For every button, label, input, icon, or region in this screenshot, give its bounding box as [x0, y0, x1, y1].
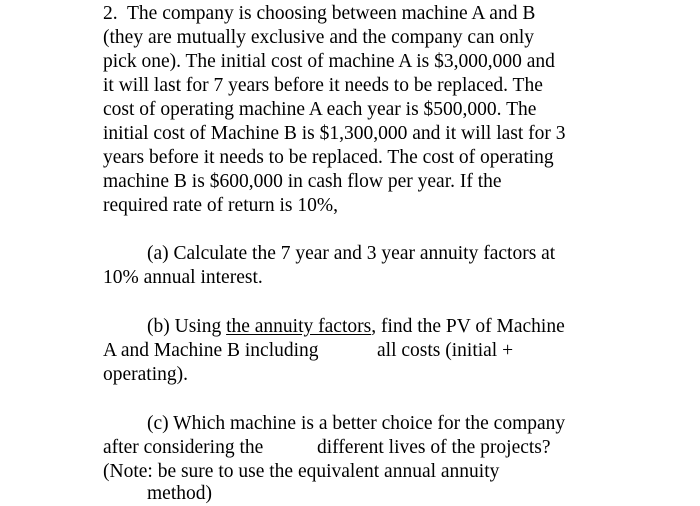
- part-b-line-2-left: A and Machine B including: [103, 340, 319, 361]
- intro-line-4: it will last for 7 years before it needs to be replaced. The: [103, 75, 543, 96]
- part-b-prefix: (b) Using: [147, 316, 227, 337]
- part-a-line-1: (a) Calculate the 7 year and 3 year annuity factors at: [147, 243, 556, 264]
- part-b-line-1: [147, 315, 565, 339]
- intro-line-8: machine B is $600,000 in cash flow per year. If the: [103, 171, 502, 192]
- part-b-line-3: operating).: [103, 364, 189, 385]
- part-c-line-1: (c) Which machine is a better choice for the company: [147, 413, 566, 434]
- intro-line-7: years before it needs to be replaced. The cost of operating: [103, 147, 554, 168]
- part-c-line-2-right: different lives of the projects?: [317, 437, 551, 458]
- part-c-line-3: (Note: be sure to use the equivalent annual annuity: [103, 461, 500, 482]
- part-b-line-2-right: all costs (initial +: [377, 340, 514, 361]
- intro-line-5: cost of operating machine A each year is $500,000. The: [103, 99, 537, 120]
- part-c-line-4: method): [147, 483, 212, 504]
- part-a-line-2: 10% annual interest.: [103, 267, 263, 288]
- part-b-underlined-phrase: the annuity factors: [226, 316, 372, 337]
- intro-line-1: 2. The company is choosing between machine A and B: [103, 3, 536, 24]
- intro-line-9: required rate of return is 10%,: [103, 195, 338, 216]
- intro-line-6: initial cost of Machine B is $1,300,000 and it will last for 3: [103, 123, 566, 144]
- part-c-line-2-left: after considering the: [103, 437, 264, 458]
- intro-line-2: (they are mutually exclusive and the company can only: [103, 27, 535, 48]
- intro-line-3: pick one). The initial cost of machine A is $3,000,000 and: [103, 51, 555, 72]
- part-b-suffix: , find the PV of Machine: [371, 316, 565, 337]
